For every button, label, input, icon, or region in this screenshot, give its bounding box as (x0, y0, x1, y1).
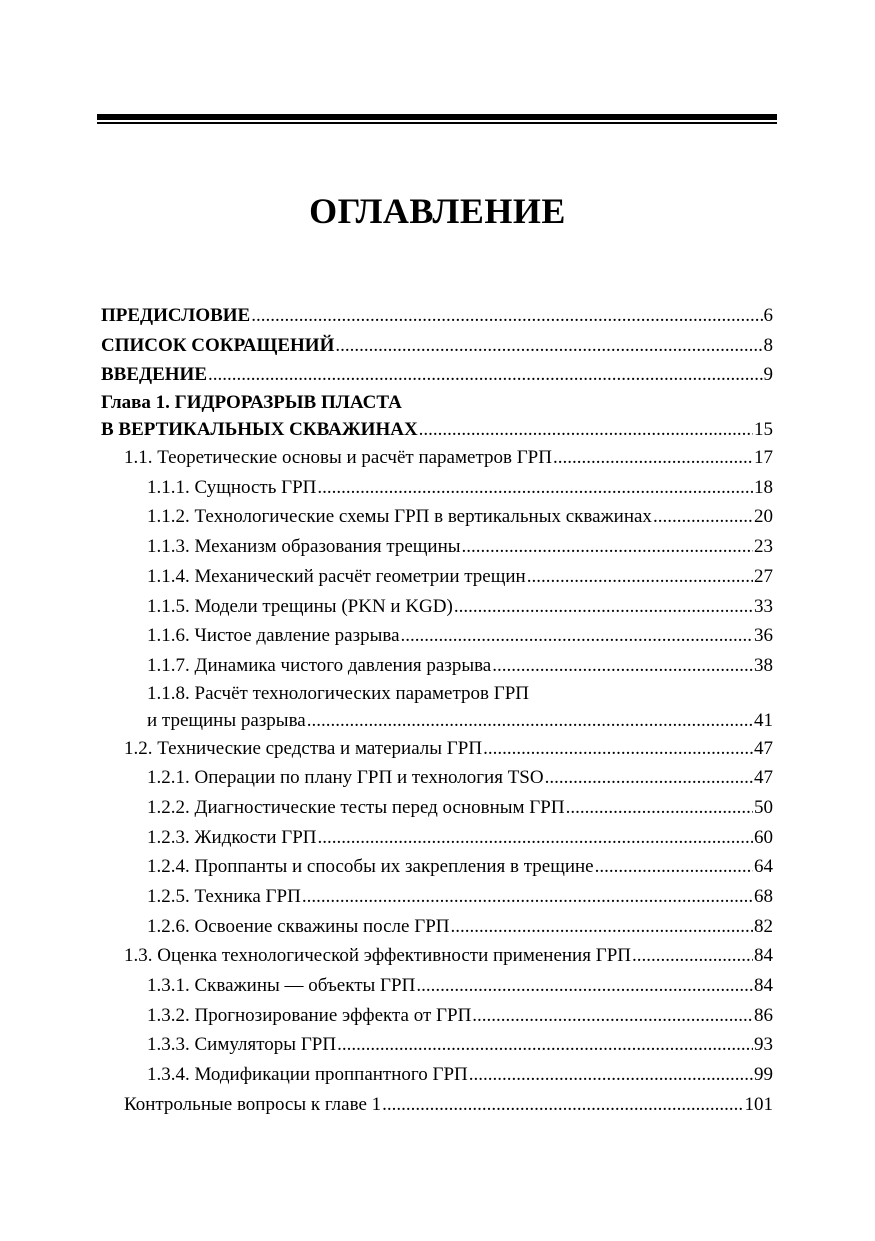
toc-entry-1-3-2[interactable] (101, 1001, 773, 1031)
toc-entry-label: Контрольные вопросы к главе 1 (124, 1093, 382, 1115)
toc-entry-label: ПРЕДИСЛОВИЕ (101, 305, 251, 326)
toc-entry-1-3[interactable] (101, 941, 773, 971)
toc-entry-page: 8 (763, 334, 773, 356)
toc-entry-1-1-5[interactable] (101, 592, 773, 622)
toc-entry-1-3-3[interactable] (101, 1030, 773, 1060)
toc-entry-page: 101 (744, 1093, 773, 1115)
toc-entry-1-1-8[interactable] (101, 681, 773, 734)
toc-entry-abbreviations[interactable] (101, 331, 773, 361)
toc-leader-dots (317, 473, 753, 503)
toc-leader-dots (469, 1060, 753, 1090)
toc-entry-label: 1.1.2. Технологические схемы ГРП в вертикальных скважинах (147, 506, 652, 528)
toc-entry-label: 1.2. Технические средства и материалы ГРП (124, 737, 483, 759)
toc-entry-page: 99 (754, 1064, 773, 1086)
toc-entry-page: 47 (754, 737, 773, 759)
toc-leader-dots (251, 301, 762, 331)
toc-leader-dots (454, 592, 753, 622)
toc-leader-dots (302, 882, 753, 912)
toc-entry-label-line1: 1.1.8. Расчёт технологических параметров ГРП (147, 682, 530, 704)
toc-entry-page: 60 (754, 826, 773, 848)
toc-leader-dots (419, 416, 753, 443)
toc-entry-label-line1: Глава 1. ГИДРОРАЗРЫВ ПЛАСТА (101, 392, 402, 414)
toc-entry-1-2[interactable] (101, 734, 773, 764)
toc-entry-page: 18 (754, 476, 773, 498)
toc-entry-page: 84 (754, 945, 773, 967)
toc-entry-page: 93 (754, 1034, 773, 1056)
toc-leader-dots (318, 823, 753, 853)
toc-entry-label: 1.2.5. Техника ГРП (147, 886, 301, 907)
toc-leader-dots (527, 562, 753, 592)
toc-entry-page: 23 (754, 536, 773, 558)
toc-leader-dots (416, 971, 753, 1001)
toc-entry-preface[interactable] (101, 301, 773, 331)
toc-leader-dots (595, 852, 753, 882)
toc-entry-label: 1.2.3. Жидкости ГРП (147, 826, 317, 848)
toc-leader-dots (632, 941, 753, 971)
toc-entry-1-2-5[interactable] (101, 882, 773, 912)
header-rule-thin (97, 122, 777, 124)
toc-leader-dots (382, 1090, 743, 1120)
toc-entry-label: 1.3.3. Симуляторы ГРП (147, 1034, 337, 1056)
toc-entry-label: 1.1. Теоретические основы и расчёт параметров ГРП (124, 447, 552, 469)
toc-entry-page: 50 (754, 796, 773, 818)
toc-leader-dots (335, 331, 762, 361)
toc-entry-1-1-3[interactable] (101, 532, 773, 562)
toc-entry-1-3-1[interactable] (101, 971, 773, 1001)
toc-leader-dots (307, 707, 753, 734)
toc-leader-dots (483, 734, 753, 764)
toc-entry-label: 1.3.1. Скважины — объекты ГРП (147, 975, 416, 997)
toc-entry-label: 1.2.4. Проппанты и способы их закрепления в трещине (147, 856, 594, 878)
toc-leader-dots (451, 912, 754, 942)
toc-entry-label: СПИСОК СОКРАЩЕНИЙ (101, 334, 335, 356)
toc-entry-label: 1.1.7. Динамика чистого давления разрыва (147, 654, 492, 676)
toc-entry-page: 6 (763, 305, 773, 326)
toc-entry-page: 9 (763, 364, 773, 386)
toc-entry-1-1-4[interactable] (101, 562, 773, 592)
toc-entry-label: 1.1.5. Модели трещины (PKN и KGD) (147, 595, 453, 617)
toc-entry-label: 1.1.4. Механический расчёт геометрии трещин (147, 565, 526, 587)
toc-leader-dots (553, 443, 753, 473)
toc-entry-chapter-1[interactable] (101, 390, 773, 443)
toc-entry-label: 1.3.4. Модификации проппантного ГРП (147, 1064, 468, 1086)
toc-leader-dots (462, 532, 753, 562)
toc-entry-1-2-6[interactable] (101, 912, 773, 942)
toc-leader-dots (337, 1030, 753, 1060)
toc-entry-label: 1.1.1. Сущность ГРП (147, 476, 317, 498)
toc-entry-page: 82 (754, 915, 773, 937)
toc-entry-label: 1.2.2. Диагностические тесты перед основным ГРП (147, 796, 565, 818)
toc-entry-page: 86 (754, 1004, 773, 1026)
toc-leader-dots (492, 651, 753, 681)
toc-entry-label-line2: и трещины разрыва (147, 709, 306, 731)
toc-entry-page: 47 (754, 767, 773, 789)
toc-entry-label: 1.1.3. Механизм образования трещины (147, 536, 461, 558)
toc-leader-dots (208, 360, 763, 390)
toc-entry-1-1-6[interactable] (101, 621, 773, 651)
toc-entry-1-2-4[interactable] (101, 852, 773, 882)
toc-entry-page: 17 (754, 447, 773, 469)
toc-entry-page: 84 (754, 975, 773, 997)
toc-entry-label: 1.1.6. Чистое давление разрыва (147, 625, 400, 647)
toc-entry-label: 1.2.1. Операции по плану ГРП и технология TSO (147, 767, 544, 789)
toc-entry-page: 41 (754, 709, 773, 731)
toc-entry-1-1-2[interactable] (101, 502, 773, 532)
toc-entry-label: 1.2.6. Освоение скважины после ГРП (147, 915, 450, 937)
toc-entry-page: 68 (754, 886, 773, 907)
toc-entry-label: 1.3. Оценка технологической эффективности применения ГРП (124, 945, 631, 967)
toc-entry-page: 36 (754, 625, 773, 647)
page-title: ОГЛАВЛЕНИЕ (309, 191, 566, 231)
toc-leader-dots (566, 793, 753, 823)
toc-entry-page: 38 (754, 654, 773, 676)
table-of-contents (101, 301, 773, 1120)
toc-entry-label: ВВЕДЕНИЕ (101, 364, 207, 386)
toc-entry-1-1[interactable] (101, 443, 773, 473)
toc-leader-dots (472, 1001, 753, 1031)
toc-entry-questions[interactable] (101, 1090, 773, 1120)
toc-entry-page: 20 (754, 506, 773, 528)
toc-entry-1-1-1[interactable] (101, 473, 773, 503)
toc-entry-page: 15 (754, 419, 773, 441)
toc-entry-page: 33 (754, 595, 773, 617)
toc-leader-dots (653, 502, 753, 532)
toc-entry-label: 1.3.2. Прогнозирование эффекта от ГРП (147, 1004, 472, 1026)
toc-leader-dots (401, 621, 753, 651)
toc-entry-1-1-7[interactable] (101, 651, 773, 681)
toc-entry-1-2-3[interactable] (101, 823, 773, 853)
toc-entry-page: 64 (754, 856, 773, 878)
toc-entry-introduction[interactable] (101, 360, 773, 390)
toc-entry-label-line2: В ВЕРТИКАЛЬНЫХ СКВАЖИНАХ (101, 419, 418, 441)
toc-leader-dots (545, 763, 753, 793)
toc-entry-1-2-2[interactable] (101, 793, 773, 823)
toc-entry-page: 27 (754, 565, 773, 587)
toc-entry-1-3-4[interactable] (101, 1060, 773, 1090)
toc-entry-1-2-1[interactable] (101, 763, 773, 793)
header-rule-thick (97, 114, 777, 120)
